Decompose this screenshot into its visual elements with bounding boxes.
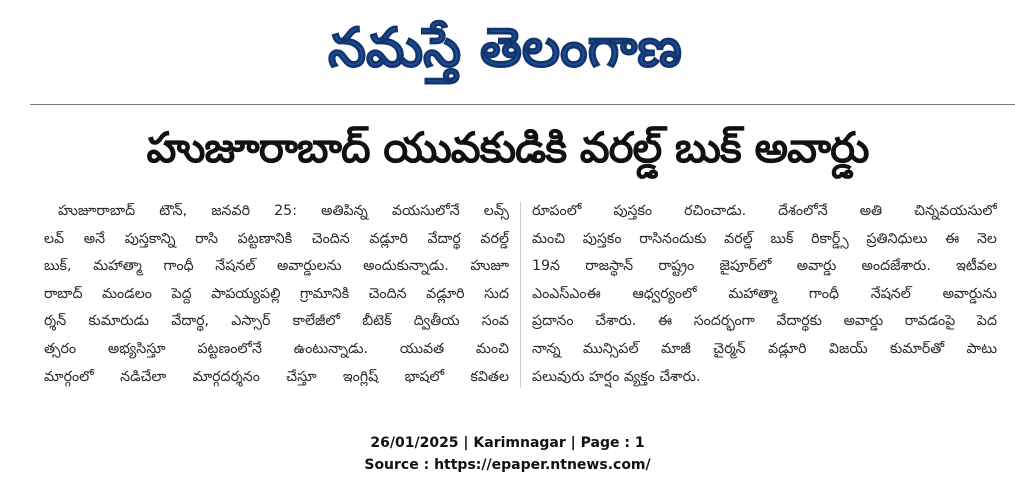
article-line: 19న రాజస్థాన్ రాష్ట్రం జైపూర్‌లో అవార్డు అందజేశారు. ఇటీవల — [532, 258, 997, 275]
article-line: లవ్ అనే పుస్తకాన్ని రాసి పట్టణానికి చెందిన వడ్లూరి వేదార్థ వరల్డ్ — [44, 230, 509, 247]
article-body — [44, 198, 1009, 394]
article-line: ర్శన్ కుమారుడు వేదార్థ, ఎస్సార్ కాలేజీలో బీటెక్ ద్వితీయ సంవ — [44, 313, 509, 330]
article-line: మార్గంలో నడిచేలా మార్గదర్శనం చేస్తూ ఇంగ్లిష్ భాషలో కవితల — [44, 368, 509, 385]
page-footer — [0, 432, 1015, 476]
newspaper-logo — [305, 4, 705, 94]
article-line: ఎంఎస్ఎంఈ ఆధ్వర్యంలో మహాత్మా గాంధీ నేషనల్ అవార్డును — [532, 285, 997, 302]
article-line: ప్రదానం చేశారు. ఈ సందర్భంగా వేదార్థకు అవార్డు రావడంపై పెద — [532, 313, 997, 330]
logo-text: నమస్తే తెలంగాణ — [328, 16, 682, 79]
article-column-2 — [532, 198, 997, 394]
article-headline: హుజూరాబాద్ యువకుడికి వరల్డ్ బుక్ అవార్డు — [146, 123, 869, 172]
article-line: బుక్, మహాత్మా గాంధీ నేషనల్ అవార్డులను అందుకున్నాడు. హుజూ — [44, 258, 509, 275]
edition-meta: 26/01/2025 | Karimnagar | Page : 1 — [370, 435, 645, 451]
source-link[interactable]: Source : https://epaper.ntnews.com/ — [364, 457, 651, 473]
masthead-divider — [30, 104, 1015, 105]
article-column-1 — [44, 198, 509, 394]
article-line: త్సరం అభ్యసిస్తూ పట్టణంలోనే ఉంటున్నాడు. యువత మంచి — [44, 340, 509, 357]
article-line: పలువురు హర్షం వ్యక్తం చేశారు. — [532, 368, 701, 385]
article-line: రాబాద్ మండలం పెద్ద పాపయ్యపల్లి గ్రామానికి చెందిన వడ్లూరి సుద — [44, 285, 509, 302]
article-line: నాన్న మున్సిపల్ మాజీ చైర్మన్ వడ్లూరి విజయ్ కుమార్‌తో పాటు — [532, 340, 997, 357]
masthead — [0, 0, 1015, 96]
article-line: హుజూరాబాద్ టౌన్, జనవరి 25: అతిపిన్న వయసులోనే లవ్స్ — [58, 203, 509, 219]
column-divider — [520, 202, 521, 388]
article-line: రూపంలో పుస్తకం రచించాడు. దేశంలోనే అతి చిన్నవయసులో — [532, 203, 997, 219]
article-line: మంచి పుస్తకం రాసినందుకు వరల్డ్ బుక్ రికార్డ్స్ ప్రతినిధులు ఈ నెల — [532, 230, 997, 247]
